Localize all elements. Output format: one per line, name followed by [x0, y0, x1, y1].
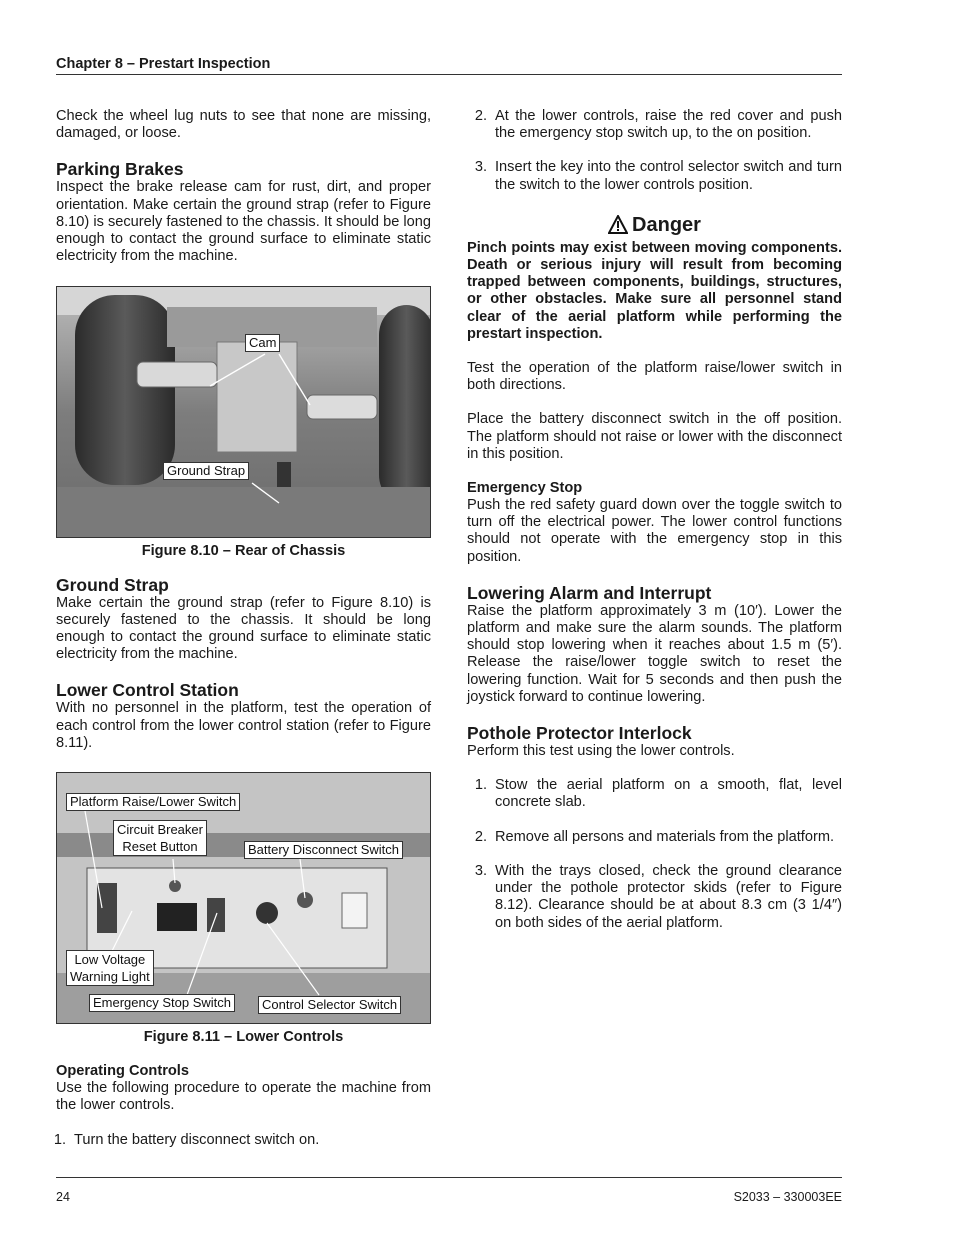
list-number: 3.	[474, 159, 487, 176]
callout-circuit-breaker-line2: Reset Button	[122, 839, 198, 855]
figure-810-caption: Figure 8.10 – Rear of Chassis	[141, 543, 346, 560]
callout-cam: Cam	[245, 334, 280, 352]
battery-disconnect-paragraph: Place the battery disconnect switch in the off position. The platform should not raise or lower with the disconnect in this position.	[467, 411, 842, 462]
list-number: 1.	[53, 1131, 66, 1148]
left-column	[53, 108, 431, 1149]
operating-controls-paragraph: Use the following procedure to operate the machine from the lower controls.	[56, 1080, 431, 1114]
ground-strap-paragraph: Make certain the ground strap (refer to Figure 8.10) is securely fastened to the chassis. It should be long enough to contact the ground surface to eliminate static electricity from the machine.	[56, 594, 431, 663]
list-number: 2.	[474, 108, 487, 124]
page-footer	[56, 1177, 842, 1204]
list-text: Insert the key into the control selector switch and turn the switch to the lower controls position.	[495, 159, 842, 193]
lower-control-station-heading: Lower Control Station	[56, 680, 239, 701]
list-number: 1.	[474, 777, 487, 794]
right-column	[467, 108, 842, 932]
warning-triangle-icon	[608, 215, 628, 234]
list-number: 3.	[474, 862, 487, 879]
lower-control-station-paragraph: With no personnel in the platform, test the operation of each control from the lower control station (refer to Figure 8.11).	[56, 700, 431, 751]
lowering-alarm-heading: Lowering Alarm and Interrupt	[467, 582, 712, 603]
list-text: Stow the aerial platform on a smooth, flat, level concrete slab.	[495, 777, 842, 811]
ground-strap-heading: Ground Strap	[56, 574, 169, 595]
document-number: S2033 – 330003EE	[733, 1190, 842, 1204]
list-item	[467, 863, 842, 932]
lowering-alarm-paragraph: Raise the platform approximately 3 m (10′). Lower the platform and make sure the alarm sounds. The platform should stop lowering when it reaches about 1.5 m (5′). Release the raise/lower toggle switch to reset the lowering function. Wait for 5 seconds and then push the joystick forward to continue lowering.	[467, 602, 842, 705]
emergency-stop-paragraph: Push the red safety guard down over the toggle switch to turn off the electrical power. The lower control functions should not operate with the emergency stop in this position.	[467, 497, 842, 565]
list-text: At the lower controls, raise the red cover and push the emergency stop switch up, to the on position.	[495, 108, 842, 142]
danger-label: Danger	[632, 213, 701, 236]
figure-811-caption: Figure 8.11 – Lower Controls	[143, 1029, 344, 1046]
danger-paragraph: Pinch points may exist between moving components. Death or serious injury will result from becoming trapped between components, buildings, structures, or other obstacles. Make sure all personnel stand clear of the aerial platform while performing the prestart inspection.	[467, 239, 842, 342]
list-item	[467, 829, 842, 846]
page-number: 24	[56, 1190, 70, 1204]
emergency-stop-heading: Emergency Stop	[467, 480, 583, 497]
callout-battery-disconnect: Battery Disconnect Switch	[244, 841, 403, 859]
list-item	[46, 1132, 431, 1149]
callout-ground-strap: Ground Strap	[163, 462, 249, 480]
figure-lower-controls	[56, 772, 431, 1024]
chapter-title: Chapter 8 – Prestart Inspection	[56, 56, 271, 72]
list-item	[467, 777, 842, 811]
list-text: With the trays closed, check the ground clearance under the pothole protector skids (refer to Figure 8.12). Clearance should be at about 8.3 cm (3 1/4″) on both sides of the aerial platform.	[495, 862, 842, 931]
list-item	[467, 159, 842, 193]
callout-low-voltage-line2: Warning Light	[70, 969, 150, 985]
pothole-paragraph: Perform this test using the lower controls.	[467, 743, 735, 760]
list-item	[467, 108, 842, 142]
callout-circuit-breaker	[113, 820, 207, 856]
figure-rear-of-chassis	[56, 286, 431, 538]
parking-brakes-heading: Parking Brakes	[56, 159, 184, 180]
list-text: Remove all persons and materials from the platform.	[495, 828, 835, 845]
callout-platform-raise-lower: Platform Raise/Lower Switch	[66, 793, 240, 811]
test-operation-paragraph: Test the operation of the platform raise/lower switch in both directions.	[467, 360, 842, 394]
callout-control-selector: Control Selector Switch	[258, 996, 401, 1014]
pothole-heading: Pothole Protector Interlock	[467, 723, 692, 744]
list-text: Turn the battery disconnect switch on.	[74, 1131, 320, 1148]
page-header	[56, 55, 842, 75]
list-number: 2.	[474, 828, 487, 845]
callout-emergency-stop: Emergency Stop Switch	[89, 994, 235, 1012]
wheel-lug-paragraph: Check the wheel lug nuts to see that none are missing, damaged, or loose.	[56, 108, 431, 142]
danger-title	[467, 213, 842, 237]
callout-circuit-breaker-line1: Circuit Breaker	[117, 822, 203, 838]
callout-low-voltage-line1: Low Voltage	[74, 952, 146, 968]
callout-low-voltage	[66, 950, 154, 986]
chassis-photo	[57, 287, 431, 538]
parking-brakes-paragraph: Inspect the brake release cam for rust, dirt, and proper orientation. Make certain the ground strap (refer to Figure 8.10) is securely fastened to the chassis. It should be long enough to contact the ground surface to eliminate static electricity from the machine.	[56, 179, 431, 265]
operating-controls-heading: Operating Controls	[56, 1063, 189, 1080]
